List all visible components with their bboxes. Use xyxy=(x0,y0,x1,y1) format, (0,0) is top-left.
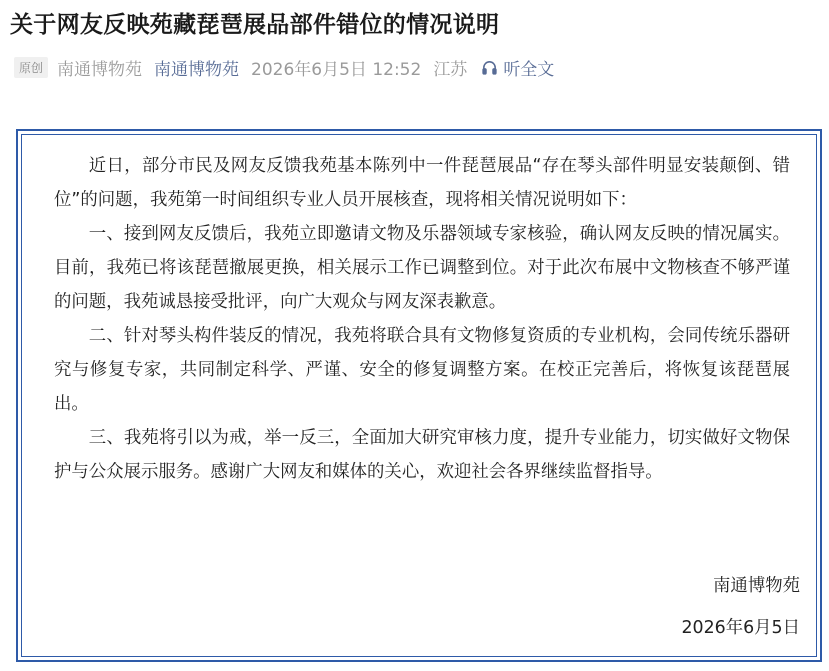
publish-location: 江苏 xyxy=(433,59,468,80)
signature-organization: 南通博物苑 xyxy=(713,576,800,596)
article-meta xyxy=(14,54,554,80)
statement-frame xyxy=(16,129,822,662)
headphones-icon xyxy=(481,59,498,76)
article-title: 关于网友反映苑藏琵琶展品部件错位的情况说明 xyxy=(10,12,500,38)
signature-date: 2026年6月5日 xyxy=(681,618,800,638)
statement-paragraph: 一、接到网友反馈后，我苑立即邀请文物及乐器领域专家核验，确认网友反映的情况属实。目前，我苑已将该琵琶撤展更换，相关展示工作已调整到位。对于此次布展中文物核查不够严谨的问题，我苑诚恳接受批评，向广大观众与网友深表歉意。 xyxy=(54,224,790,312)
account-name-link[interactable]: 南通博物苑 xyxy=(154,59,240,80)
signature-block xyxy=(681,565,800,649)
publish-time: 2026年6月5日 12:52 xyxy=(251,59,422,80)
listen-full-text-button[interactable] xyxy=(481,55,554,80)
statement-paragraph: 二、针对琴头构件装反的情况，我苑将联合具有文物修复资质的专业机构，会同传统乐器研究与修复专家，共同制定科学、严谨、安全的修复调整方案。在校正完善后，将恢复该琵琶展出。 xyxy=(54,326,790,414)
statement-paragraph: 三、我苑将引以为戒，举一反三，全面加大研究审核力度，提升专业能力，切实做好文物保护与公众展示服务。感谢广大网友和媒体的关心，欢迎社会各界继续监督指导。 xyxy=(54,428,790,482)
original-badge: 原创 xyxy=(14,57,48,78)
listen-label: 听全文 xyxy=(503,59,555,80)
statement-body xyxy=(54,149,790,489)
statement-paragraph: 近日，部分市民及网友反馈我苑基本陈列中一件琵琶展品“存在琴头部件明显安装颠倒、错位”的问题，我苑第一时间组织专业人员开展核查，现将相关情况说明如下： xyxy=(54,156,790,210)
author-name: 南通博物苑 xyxy=(57,59,143,80)
